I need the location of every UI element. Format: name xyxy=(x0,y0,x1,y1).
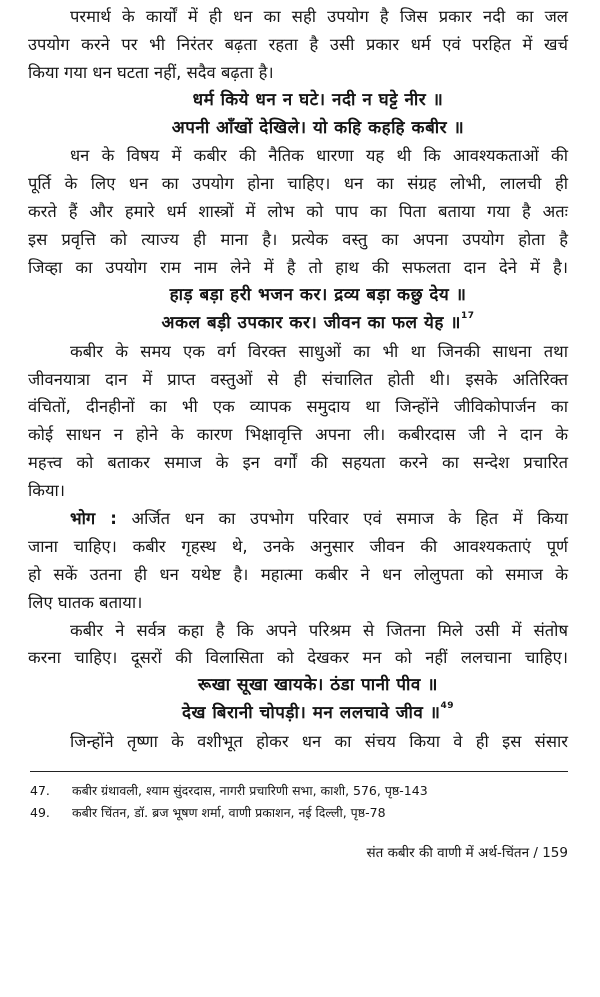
line-text: हो सकें उतना ही धन यथेष्ट है। महात्मा कबीर ने धन लोलुपता को समाज के xyxy=(28,564,568,584)
footnote-number: 47. xyxy=(30,783,50,798)
text-line xyxy=(28,338,568,366)
text-line xyxy=(28,170,568,198)
text-line xyxy=(28,226,568,254)
text-line xyxy=(28,59,568,87)
verse-line xyxy=(28,310,568,338)
line-text: देख बिरानी चोपड़ी। मन ललचावे जीव ॥ xyxy=(181,703,441,724)
text-line xyxy=(28,254,568,282)
line-text: जिन्होंने तृष्णा के वशीभूत होकर धन का संचय किया वे ही इस संसार xyxy=(70,732,568,752)
line-text: किया। xyxy=(28,481,66,501)
line-text: कबीर ने सर्वत्र कहा है कि अपने परिश्रम से जितना मिले उसी में संतोष xyxy=(70,620,568,640)
text-line xyxy=(28,31,568,59)
line-text: अपनी आँखों देखिले। यो कहि कहहि कबीर ॥ xyxy=(171,117,465,138)
line-text: जीवनयात्रा दान में प्राप्त वस्तुओं से ही संचालित होती थी। इसके अतिरिक्त xyxy=(28,369,568,389)
text-line xyxy=(28,617,568,645)
line-text: धन के विषय में कबीर की नैतिक धारणा यह थी कि आवश्यकताओं की xyxy=(70,146,568,166)
text-line xyxy=(28,505,568,533)
line-text: कबीर के समय एक वर्ग विरक्त साधुओं का भी था जिनकी साधना तथा xyxy=(70,341,568,361)
footnote-ref: 49 xyxy=(440,701,455,712)
text-line xyxy=(28,589,568,617)
page-footer: संत कबीर की वाणी में अर्थ-चिंतन / 159 xyxy=(366,845,568,861)
text-line xyxy=(28,449,568,477)
verse-line xyxy=(28,282,568,310)
text-line xyxy=(28,421,568,449)
line-text: परमार्थ के कार्यों में ही धन का सही उपयोग है जिस प्रकार नदी का जल xyxy=(70,7,568,26)
body-text xyxy=(28,3,568,756)
text-line xyxy=(28,366,568,394)
line-text: किया गया धन घटता नहीं, सदैव बढ़ता है। xyxy=(28,62,274,82)
line-text: जाना चाहिए। कबीर गृहस्थ थे, उनके अनुसार जीवन की आवश्यकताएं पूर्ण xyxy=(28,536,568,556)
text-line xyxy=(28,477,568,505)
line-text: हाड़ बड़ा हरी भजन कर। द्रव्य बड़ा कछु देय ॥ xyxy=(169,284,467,305)
section-heading: भोग : xyxy=(70,509,117,529)
line-text: उपयोग करने पर भी निरंतर बढ़ता रहता है उसी प्रकार धर्म एवं परहित में खर्च xyxy=(28,34,568,54)
line-text: करना चाहिए। दूसरों की विलासिता को देखकर मन को नहीं ललचाना चाहिए। xyxy=(28,648,568,668)
line-text: वंचितों, दीनहीनों का भी एक व्यापक समुदाय था जिन्होंने जीविकोपार्जन का xyxy=(28,397,568,417)
verse-line xyxy=(28,115,568,143)
text-line xyxy=(28,533,568,561)
text-line xyxy=(28,561,568,589)
verse-line xyxy=(28,87,568,115)
footnote-49 xyxy=(30,803,570,823)
line-text: करते हैं और हमारे धर्म शास्त्रों में लोभ को पाप का पिता बताया गया है अतः xyxy=(28,202,568,222)
text-line xyxy=(28,728,568,756)
line-text: महत्त्व को बताकर समाज के इन वर्गों की सहयता करने का सन्देश प्रचारित xyxy=(28,453,568,473)
line-text: लिए घातक बताया। xyxy=(28,592,143,612)
line-text: अकल बड़ी उपकार कर। जीवन का फल येह ॥ xyxy=(161,312,461,333)
text-line xyxy=(28,644,568,672)
line-text: जिव्हा का उपयोग राम नाम लेने में है तो हाथ की सफलता दान देने में है। xyxy=(28,258,568,278)
line-text: अर्जित धन का उपभोग परिवार एवं समाज के हित में किया xyxy=(131,509,568,529)
footnote-text: कबीर चिंतन, डॉ. ब्रज भूषण शर्मा, वाणी प्रकाशन, नई दिल्ली, पृष्ठ-78 xyxy=(72,805,386,820)
text-line xyxy=(28,198,568,226)
line-text: कोई साधन न होने के कारण भिक्षावृत्ति अपना ली। कबीरदास जी ने दान के xyxy=(28,425,568,445)
line-text: पूर्ति के लिए धन का उपयोग होना चाहिए। धन का संग्रह लोभी, लालची ही xyxy=(28,174,568,194)
line-text: रूखा सूखा खायके। ठंडा पानी पीव ॥ xyxy=(198,675,438,696)
line-text: इस प्रवृत्ति को त्याज्य ही माना है। प्रत्येक वस्तु का अपना उपयोग होता है xyxy=(28,230,568,250)
footnote-ref: 17 xyxy=(461,310,475,321)
footnote-divider xyxy=(30,771,568,772)
text-line xyxy=(28,3,568,31)
line-text: धर्म किये धन न घटे। नदी न घट्टे नीर ॥ xyxy=(192,89,444,110)
footnote-number: 49. xyxy=(30,805,50,820)
verse-line xyxy=(28,672,568,700)
footnote-text: कबीर ग्रंथावली, श्याम सुंदरदास, नागरी प्रचारिणी सभा, काशी, 576, पृष्ठ-143 xyxy=(72,783,428,798)
verse-line xyxy=(28,700,568,728)
footnote-47 xyxy=(30,781,570,801)
text-line xyxy=(28,393,568,421)
text-line xyxy=(28,142,568,170)
